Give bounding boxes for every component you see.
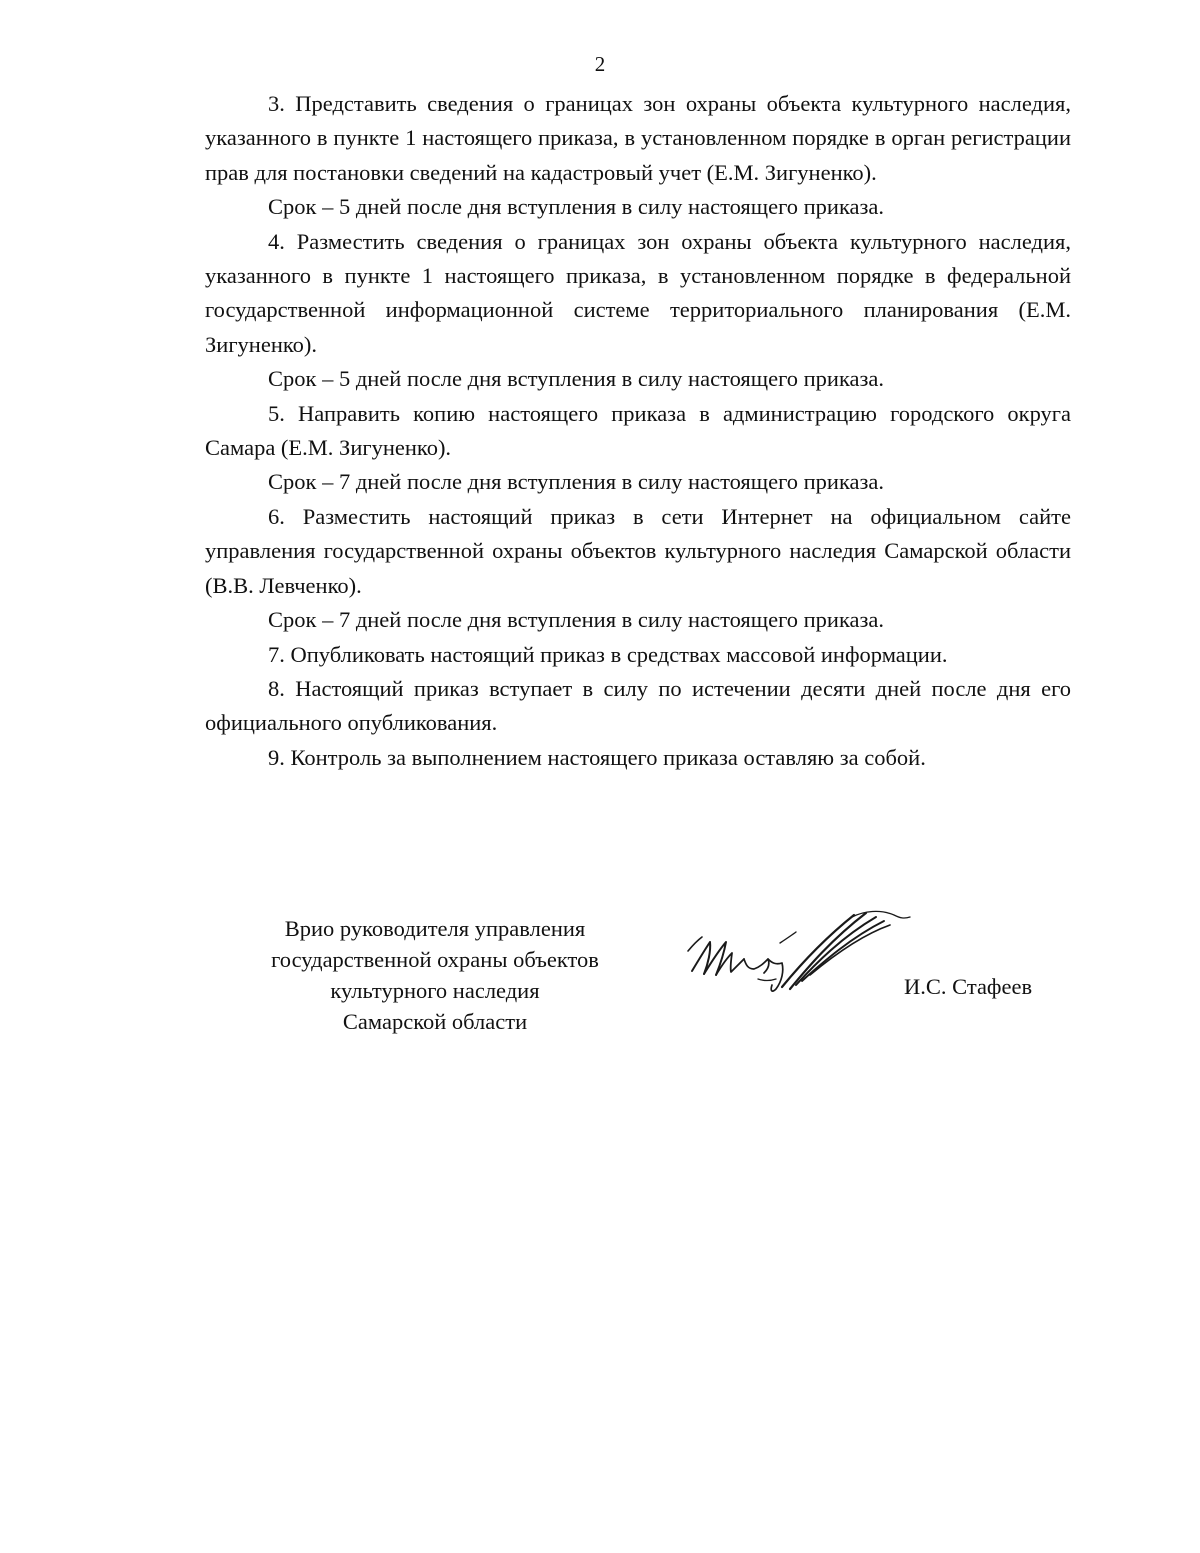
signer-position-line: культурного наследия — [330, 978, 540, 1003]
document-body — [205, 87, 1071, 775]
handwritten-signature — [684, 909, 914, 1019]
page-number: 2 — [594, 52, 606, 76]
paragraph-item-9: 9. Контроль за выполнением настоящего приказа оставляю за собой. — [268, 744, 926, 770]
signature-stroke — [768, 959, 783, 991]
paragraph-item-7: 7. Опубликовать настоящий приказ в средствах массовой информации. — [268, 641, 948, 667]
signer-position — [205, 913, 665, 1037]
paragraph-item-5: 5. Направить копию настоящего приказа в администрацию городского округа Самара (Е.М. Зигуненко). — [205, 400, 1071, 461]
paragraph-item-8: 8. Настоящий приказ вступает в силу по истечении десяти дней после дня его официального опубликования. — [205, 675, 1071, 736]
signer-name: И.С. Стафеев — [904, 974, 1033, 999]
paragraph-item-4: 4. Разместить сведения о границах зон охраны объекта культурного наследия, указанного в пункте 1 настоящего приказа, в установленном порядке в федеральной государственной информационной системе территориального планирования (Е.М. Зигуненко). — [205, 228, 1071, 357]
signature-stroke — [744, 959, 769, 973]
signature-stroke — [782, 915, 854, 987]
signer-position-line: Врио руководителя управления — [284, 916, 586, 941]
signature-stroke — [780, 932, 796, 943]
signature-stroke — [688, 937, 702, 951]
signer-position-line: Самарской области — [342, 1009, 528, 1034]
signature-block — [0, 909, 1200, 1049]
signature-stroke — [810, 925, 890, 975]
deadline-item-3: Срок – 5 дней после дня вступления в силу настоящего приказа. — [268, 194, 885, 220]
signature-stroke — [758, 979, 776, 981]
signer-position-line: государственной охраны объектов — [271, 947, 599, 972]
deadline-item-6: Срок – 7 дней после дня вступления в силу настоящего приказа. — [268, 607, 885, 633]
paragraph-item-3: 3. Представить сведения о границах зон охраны объекта культурного наследия, указанного в пункте 1 настоящего приказа, в установленном порядке в орган регистрации прав для постановки сведений на кадастровый учет (Е.М. Зигуненко). — [205, 91, 1071, 185]
signature-stroke — [790, 913, 866, 989]
deadline-item-4: Срок – 5 дней после дня вступления в силу настоящего приказа. — [268, 366, 885, 392]
paragraph-item-6: 6. Разместить настоящий приказ в сети Интернет на официальном сайте управления государственной охраны объектов культурного наследия Самарской области (В.В. Левченко). — [205, 503, 1071, 598]
deadline-item-5: Срок – 7 дней после дня вступления в силу настоящего приказа. — [268, 469, 885, 495]
